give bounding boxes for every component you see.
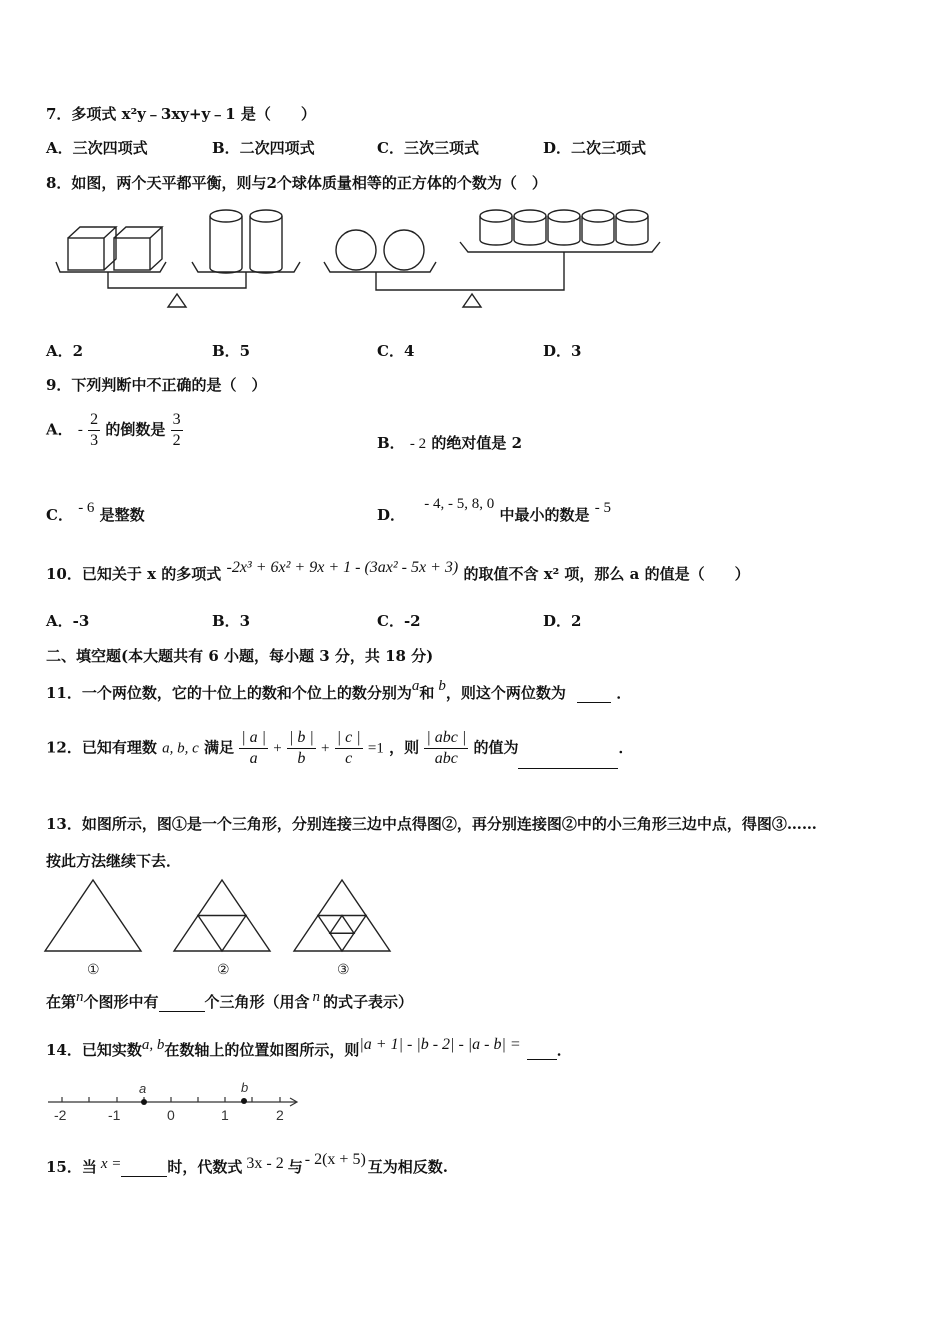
tick-label-neg2: -2 [54, 1107, 67, 1123]
q10-prefix: 10．已知关于 x 的多项式 [46, 565, 222, 583]
q10-suffix: 的取值不含 x² 项，那么 a 的值是（ ） [463, 565, 750, 583]
q13-answer-prefix: 在第 [46, 993, 77, 1011]
q13-answer-line [46, 991, 413, 1012]
q9-stem: 9．下列判断中不正确的是（ ） [46, 376, 267, 394]
q8-option-d[interactable]: D．3 [543, 342, 582, 360]
point-b-label: b [241, 1080, 249, 1095]
q15-mid: 时，代数式 [167, 1158, 243, 1176]
q14-math: |a + 1| - |b - 2| - |a - b| = [359, 1036, 521, 1053]
q9-option-c[interactable] [46, 500, 145, 525]
q9-c-text: 是整数 [99, 506, 145, 524]
q15-prefix: 15．当 [46, 1158, 97, 1176]
q12-stem [46, 728, 634, 769]
q13-line2: 按此方法继续下去． [46, 852, 182, 870]
q12-fraction-c: $\frac{| c |}{c}$ [336, 729, 361, 767]
q11-var-a: a [411, 678, 420, 694]
q12-answer-blank[interactable] [518, 768, 618, 769]
q15-with: 与 [287, 1158, 303, 1176]
q9-option-a[interactable] [46, 410, 183, 451]
number-line [44, 1080, 306, 1125]
q10-option-b[interactable]: B．3 [212, 612, 251, 630]
q14-prefix: 14．已知实数 [46, 1041, 142, 1059]
q12-vars: a, b, c [162, 740, 199, 757]
point-b-marker [241, 1098, 247, 1104]
q10-stem [46, 559, 750, 584]
section-heading-fill-in: 二、填空题(本大题共有 6 小题，每小题 3 分，共 18 分) [46, 647, 434, 665]
q8-option-c[interactable]: C．4 [377, 342, 415, 360]
q7-option-b[interactable]: B．二次四项式 [212, 139, 315, 157]
q9-d-label: D． [377, 506, 406, 524]
q11-mid: 和 [419, 684, 435, 702]
q15-var-x: x = [100, 1156, 122, 1172]
fig-label-1: ① [87, 961, 100, 977]
q9-a-neg: - [77, 422, 83, 438]
q9-d-ans: - 5 [594, 500, 611, 516]
q11-var-b: b [438, 678, 446, 694]
balance-figure-spheres-cylinders [320, 200, 670, 315]
point-a-label: a [139, 1081, 147, 1096]
q8-stem: 8．如图，两个天平都平衡，则与2个球体质量相等的正方体的个数为（ ） [46, 174, 547, 192]
q9-b-text: 的绝对值是 2 [431, 434, 523, 452]
tick-label-1: 1 [221, 1107, 229, 1123]
q7-option-d[interactable]: D．二次三项式 [543, 139, 647, 157]
q9-b-math: - 2 [409, 436, 427, 452]
q12-end: ． [618, 738, 634, 757]
fig-label-3: ③ [337, 961, 350, 977]
q7-stem: 7．多项式 x²y﹣3xy+y﹣1 是（ ） [46, 105, 316, 123]
q11-end: ． [616, 684, 632, 702]
q15-answer-blank[interactable] [121, 1176, 167, 1177]
q11-prefix: 11．一个两位数，它的十位上的数和个位上的数分别为 [46, 684, 412, 702]
q14-answer-blank[interactable] [527, 1059, 557, 1060]
q12-mid: 满足 [204, 738, 235, 757]
q14-vars: a, b [141, 1037, 165, 1053]
fig-label-2: ② [217, 961, 230, 977]
q13-answer-mid: 个图形中有 [83, 993, 159, 1011]
q9-b-label: B． [377, 434, 405, 452]
q10-option-c[interactable]: C．-2 [377, 612, 421, 630]
q8-option-b[interactable]: B．5 [212, 342, 251, 360]
point-a-marker [141, 1099, 147, 1105]
q9-a-label: A． [46, 420, 73, 439]
q12-then: ，则 [389, 738, 420, 757]
q13-answer-end: 的式子表示） [323, 993, 414, 1011]
q9-a-fraction: $\frac{2}{3}$ [90, 411, 99, 449]
q8-option-a[interactable]: A．2 [46, 342, 84, 360]
q13-line1: 13．如图所示，图①是一个三角形，分别连接三边中点得图②，再分别连接图②中的小三角形三边中点，得图③…… [46, 815, 817, 833]
q9-a-text: 的倒数是 [105, 420, 166, 439]
q12-suffix: 的值为 [473, 738, 519, 757]
q11-answer-blank[interactable] [577, 702, 611, 703]
q9-option-b[interactable] [377, 432, 522, 453]
q9-d-math: - 4, - 5, 8, 0 [424, 496, 495, 512]
q9-c-math: - 6 [78, 500, 95, 516]
q10-option-a[interactable]: A．-3 [46, 612, 90, 630]
q15-expr1: 3x - 2 [246, 1155, 284, 1172]
q7-option-a[interactable]: A．三次四项式 [46, 139, 148, 157]
q15-suffix: 互为相反数. [367, 1158, 449, 1176]
q15-stem [46, 1151, 449, 1177]
tick-label-2: 2 [276, 1107, 284, 1123]
tick-label-0: 0 [167, 1107, 175, 1123]
q12-equals: =1 [367, 740, 384, 757]
q12-fraction-a: $\frac{| a |}{a}$ [241, 729, 267, 767]
q14-end: ． [556, 1041, 572, 1059]
q7-option-c[interactable]: C．三次三项式 [377, 139, 479, 157]
q9-c-label: C． [46, 506, 73, 524]
triangle-figures [40, 875, 410, 985]
q11-stem [46, 678, 632, 703]
q10-option-d[interactable]: D．2 [543, 612, 582, 630]
q12-plus-1: + [273, 740, 282, 757]
q9-option-d[interactable] [377, 496, 611, 525]
q11-suffix: ，则这个两位数为 [445, 684, 566, 702]
q13-var-n: n [76, 989, 84, 1005]
q12-prefix: 12．已知有理数 [46, 738, 157, 757]
q13-answer-blank[interactable] [159, 1011, 205, 1012]
q14-mid: 在数轴上的位置如图所示，则 [164, 1041, 360, 1059]
q12-fraction-abc: $\frac{\text{| abc |}}{\text{abc}}$ [426, 729, 467, 767]
q13-var-n-2: n [312, 989, 321, 1005]
q14-stem [46, 1036, 572, 1060]
q10-math: -2x³ + 6x² + 9x + 1 - (3ax² - 5x + 3) [226, 559, 459, 576]
q13-answer-suffix: 个三角形（用含 [204, 993, 310, 1011]
q15-expr2: - 2(x + 5) [304, 1151, 366, 1168]
q9-a-fraction-reciprocal: $\frac{3}{2}$ [172, 411, 181, 449]
balance-figure-cubes-cylinders [50, 200, 310, 315]
q9-d-text: 中最小的数是 [499, 506, 590, 524]
tick-label-neg1: -1 [108, 1107, 121, 1123]
q12-plus-2: + [321, 740, 330, 757]
q12-fraction-b: $\frac{| b |}{b}$ [289, 729, 314, 767]
